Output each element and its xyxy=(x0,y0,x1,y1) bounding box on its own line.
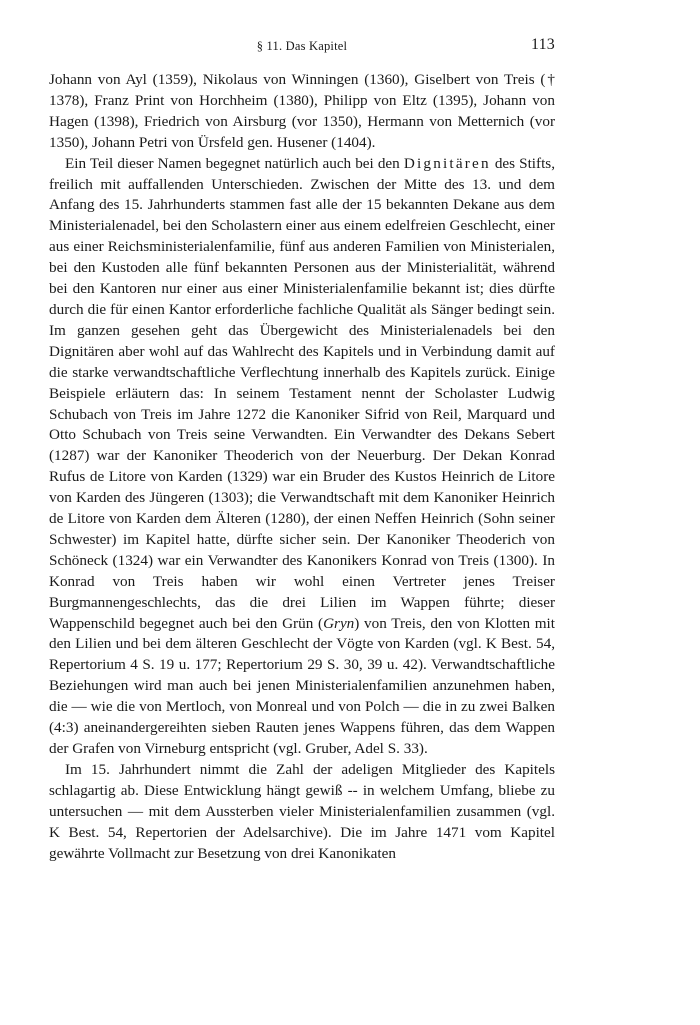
paragraph-text: des Stifts, freilich mit auffallenden Unterschieden. Zwischen der Mitte des 13. und dem Anfang des 15. Jahrhunderts stammen fast alle der 15 bekannten Dekane aus dem Ministerialenadel, bei den Scholastern einer aus einem edelfreien Geschlecht, einer aus einer Reichsministerialenfamilie, fünf aus anderen Familien von Ministerialen, bei den Kustoden alle fünf bekannten Personen aus der Ministerialität, während bei den Kantoren nur einer aus einer Ministerialenfamilie bekannt ist; dies dürfte durch die für einen Kantor erforderliche fachliche Qualität als Sänger bedingt sein. Im ganzen gesehen geht das Übergewicht des Ministerialenadels bei den Dignitären aber wohl auf das Wahlrecht des Kapitels und in Verbindung damit auf die starke verwandtschaftliche Verflechtung innerhalb des Kapitels zurück. Einige Beispiele erläutern das: In seinem Testament nennt der Scholaster Ludwig Schubach von Treis im Jahre 1272 die Kanoniker Sifrid von Reil, Marquard und Otto Schubach von Treis seine Verwandten. Ein Verwandter des Dekans Sebert (1287) war der Kanoniker Theoderich von der Neuerburg. Der Dekan Konrad Rufus de Litore von Karden (1329) war ein Bruder des Kustos Heinrich de Litore von Karden des Jüngeren (1303); die Verwandtschaft mit dem Kanoniker Heinrich de Litore von Karden dem Älteren (1280), der einen Neffen Heinrich (Sohn seiner Schwester) im Kapitel hatte, dürfte sicher sein. Der Kanoniker Theoderich von Schöneck (1324) war ein Verwandter des Kanonikers Konrad von Treis (1300). In Konrad von Treis haben wir wohl einen Vertreter jenes Treiser Burgmannengeschlechts, das die drei Lilien im Wappen führte; dieser Wappenschild begegnet auch bei den Grün ( xyxy=(49,154,555,632)
running-title: § 11. Das Kapitel xyxy=(256,39,348,53)
paragraph-15th-century: Im 15. Jahrhundert nimmt die Zahl der adeligen Mitglieder des Kapitels schlagartig ab. Diese Entwicklung hängt gewiß -- in welchem Umfang, bliebe zu untersuchen — mit dem Aussterben vieler Ministerialenfamilien zusammen (vgl. K Best. 54, Repertorien der Adelsarchive). Die im Jahre 1471 vom Kapitel gewährte Vollmacht zur Besetzung von drei Kanonikaten xyxy=(49,760,555,862)
book-page xyxy=(49,36,555,864)
paragraph-text: ) von Treis, den von Klotten mit den Lilien und bei dem älteren Geschlecht der Vögte von Karden (vgl. K Best. 54, Repertorium 4 S. 19 u. 177; Repertorium 29 S. 30, 39 u. 42). Verwandtschaftliche Beziehungen wird man auch bei jenen Ministerialenfamilien anzunehmen haben, die — wie die von Mertloch, von Monreal und von Polch — die in zu zwei Balken (4:3) aneinandergereihten sieben Rauten jenes Wappens führen, das dem Wappen der Grafen von Virneburg entspricht (vgl. Gruber, Adel S. 33). xyxy=(49,614,555,757)
paragraph-continuation: Johann von Ayl (1359), Nikolaus von Winningen (1360), Giselbert von Treis († 1378), Franz Print von Horchheim (1380), Philipp von Eltz (1395), Johann von Hagen (1398), Friedrich von Airsburg (vor 1350), Hermann von Metternich (vor 1350), Johann Petri von Ürsfeld gen. Husener (1404). xyxy=(49,71,555,151)
paragraph-dignitaries xyxy=(49,154,555,760)
page-number: 113 xyxy=(530,36,555,53)
paragraph-text: Ein Teil dieser Namen begegnet natürlich auch bei den xyxy=(65,154,404,172)
body-text xyxy=(49,70,555,864)
running-head xyxy=(49,36,555,58)
italic-name: Gryn xyxy=(323,614,355,632)
spaced-emphasis: Dignitären xyxy=(403,154,491,172)
